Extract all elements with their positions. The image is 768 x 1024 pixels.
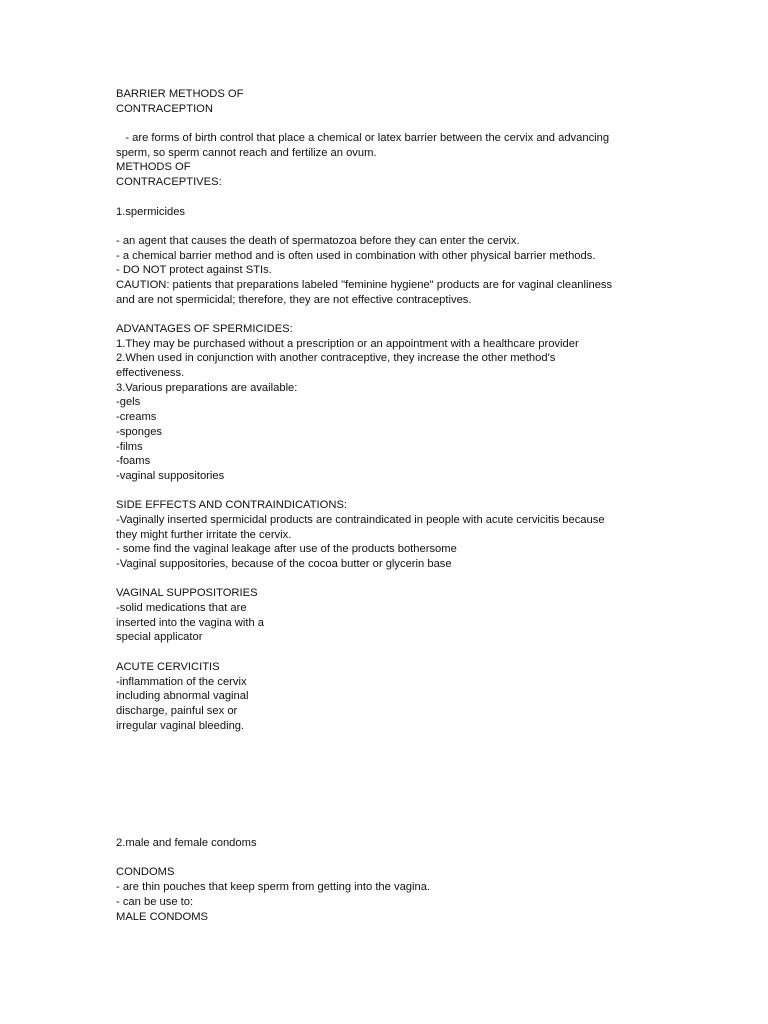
blank-line (116, 821, 656, 836)
blank-line (116, 116, 656, 131)
body-line: - are thin pouches that keep sperm from getting into the vagina. (116, 881, 431, 894)
body-line: -Vaginal suppositories, because of the cocoa butter or glycerin base (116, 558, 452, 570)
list-item: 2.When used in conjunction with another contraceptive, they increase the other method's (116, 352, 556, 365)
body-line: - are forms of birth control that place a chemical or latex barrier between the cervix and advancing (116, 132, 610, 145)
list-item: 3.Various preparations are available: (116, 381, 298, 394)
blank-line (116, 645, 656, 660)
body-line: - some find the vaginal leakage after use of the products bothersome (116, 543, 457, 556)
blank-line (116, 763, 656, 778)
blank-line (116, 733, 656, 748)
blank-line (116, 190, 656, 205)
body-line: -inflammation of the cervix (116, 675, 247, 688)
section-title: 2.male and female condoms (116, 837, 257, 850)
body-line: discharge, painful sex or (116, 704, 238, 717)
heading-line: ADVANTAGES OF SPERMICIDES: (116, 323, 293, 335)
heading-line: BARRIER METHODS OF (116, 88, 244, 100)
body-line: irregular vaginal bleeding. (116, 719, 245, 732)
heading-line: MALE CONDOMS (116, 910, 208, 923)
list-item: -creams (116, 411, 157, 424)
blank-line (116, 484, 656, 499)
blank-line (116, 792, 656, 807)
blank-line (116, 219, 656, 234)
body-line: - an agent that causes the death of spermatozoa before they can enter the cervix. (116, 234, 520, 247)
blank-line (116, 572, 656, 587)
body-line: special applicator (116, 631, 203, 644)
blank-line (116, 748, 656, 763)
body-line: - a chemical barrier method and is often used in combination with other physical barrier methods. (116, 249, 596, 262)
heading-line: SIDE EFFECTS AND CONTRAINDICATIONS: (116, 499, 348, 512)
body-line: including abnormal vaginal (116, 690, 249, 703)
heading-line: ACUTE CERVICITIS (116, 660, 220, 673)
body-line: inserted into the vagina with a (116, 616, 265, 629)
blank-line (116, 807, 656, 822)
heading-line: CONTRACEPTION (116, 102, 213, 115)
heading-line: CONDOMS (116, 866, 175, 879)
list-item: -foams (116, 455, 151, 468)
body-line: - DO NOT protect against STIs. (116, 264, 272, 277)
body-line: they might further irritate the cervix. (116, 528, 292, 541)
caution-line: and are not spermicidal; therefore, they are not effective contraceptives. (116, 293, 472, 306)
list-item: -films (116, 440, 143, 453)
heading-line: VAGINAL SUPPOSITORIES (116, 587, 258, 600)
body-line: -Vaginally inserted spermicidal products are contraindicated in people with acute cervicitis because (116, 513, 605, 526)
document-body (116, 87, 656, 924)
heading-line: CONTRACEPTIVES: (116, 176, 222, 189)
body-line: - can be use to: (116, 895, 194, 908)
section-title: 1.spermicides (116, 205, 186, 218)
blank-line (116, 851, 656, 866)
list-item: -sponges (116, 425, 163, 438)
blank-line (116, 307, 656, 322)
heading-line: METHODS OF (116, 161, 191, 174)
blank-line (116, 777, 656, 792)
list-item: -vaginal suppositories (116, 469, 225, 482)
caution-line: CAUTION: patients that preparations labeled "feminine hygiene" products are for vaginal cleanliness (116, 278, 613, 291)
body-line: sperm, so sperm cannot reach and fertilize an ovum. (116, 146, 377, 159)
body-line: -solid medications that are (116, 602, 247, 615)
list-item: effectiveness. (116, 367, 185, 380)
list-item: -gels (116, 396, 141, 409)
list-item: 1.They may be purchased without a prescription or an appointment with a healthcare provider (116, 337, 579, 350)
